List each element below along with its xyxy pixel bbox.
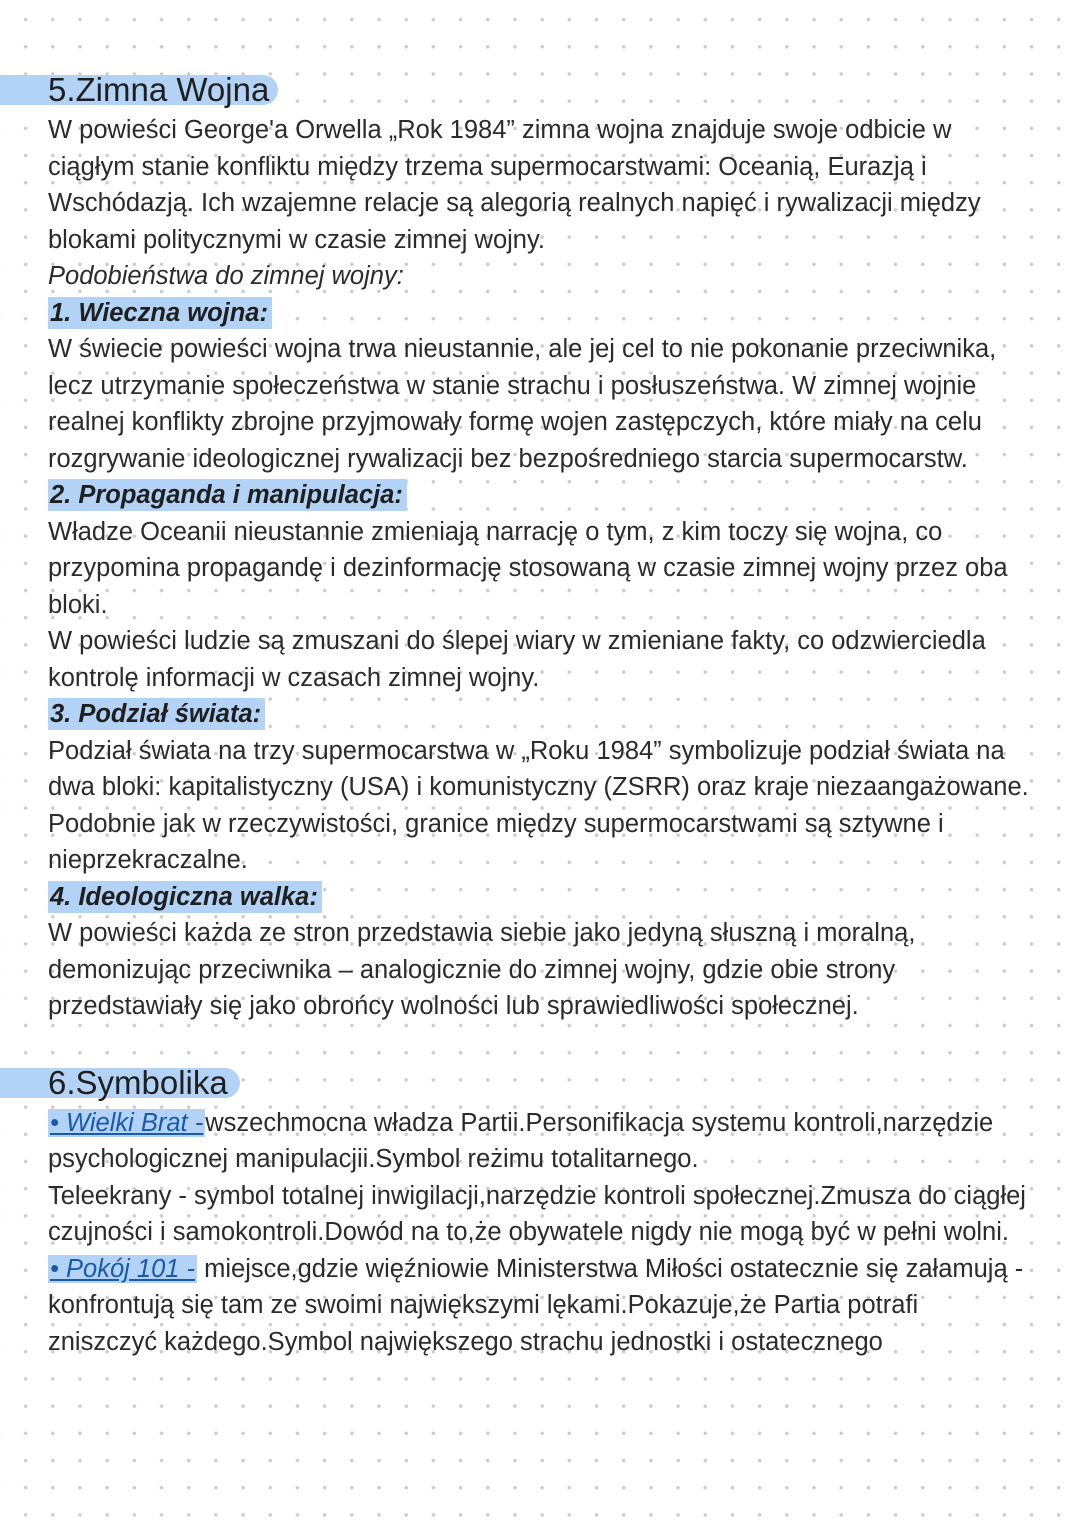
point-paragraph: Podobnie jak w rzeczywistości, granice między supermocarstwami są sztywne i nieprzekraczalne. bbox=[48, 809, 944, 874]
intro-paragraph: W powieści George'a Orwella „Rok 1984” zimna wojna znajduje swoje odbicie w ciągłym stanie konfliktu między trzema supermocarstwami: Oceanią, Eurazją i Wschódazją. Ich wzajemne relacje są alegorią realnych napięć i rywalizacji między blokami politycznymi w czasie zimnej wojny. bbox=[48, 116, 981, 254]
symbol-key-room-101: • Pokój 101 - bbox=[50, 1254, 196, 1283]
symbol-description: wszechmocna władza Partii.Personifikacja systemu kontroli,narzędzie psychologicznej manipulacjii.Symbol reżimu totalitarnego. bbox=[48, 1108, 994, 1173]
point-paragraph: W powieści każda ze stron przedstawia siebie jako jedyną słuszną i moralną, demonizując przeciwnika – analogicznie do zimnej wojny, gdzie obie strony przedstawiały się jako obrońcy wolności lub sprawiedliwości społecznej. bbox=[48, 919, 916, 1020]
point-paragraph: W powieści ludzie są zmuszani do ślepej wiary w zmieniane fakty, co odzwierciedla kontrolę informacji w czasach zimnej wojny. bbox=[48, 627, 986, 692]
point-title-propaganda bbox=[0, 477, 1080, 514]
point-title-text: 1. Wieczna wojna: bbox=[48, 297, 272, 329]
section-symbolism bbox=[0, 1063, 1080, 1361]
point-title-eternal-war bbox=[0, 295, 1080, 332]
point-paragraph: W świecie powieści wojna trwa nieustannie, ale jej cel to nie pokonanie przeciwnika, lecz utrzymanie społeczeństwa w stanie strachu i posłuszeństwa. W zimnej wojnie realnej konflikty zbrojne przyjmowały formę wojen zastępczych, które miały na celu rozgrywanie ideologicznej rywalizacji bez bezpośredniego starcia supermocarstw. bbox=[48, 335, 997, 473]
point-paragraph: Władze Oceanii nieustannie zmieniają narrację o tym, z kim toczy się wojna, co przypomina propagandę i dezinformację stosowaną w czasie zimnej wojny przez oba bloki. bbox=[48, 517, 1008, 619]
section-title: 6.Symbolika bbox=[48, 1063, 228, 1101]
point-title-text: 4. Ideologiczna walka: bbox=[48, 881, 322, 913]
section-title: 5.Zimna Wojna bbox=[48, 71, 270, 108]
point-title-text: 2. Propaganda i manipulacja: bbox=[48, 479, 407, 511]
section-cold-war bbox=[0, 70, 1080, 1025]
point-title-ideological-struggle bbox=[0, 879, 1080, 916]
point-paragraph: Podział świata na trzy supermocarstwa w „Roku 1984” symbolizuje podział świata na dwa bloki: kapitalistyczny (USA) i komunistyczny (ZSRR) oraz kraje niezaangażowane. bbox=[48, 736, 1029, 801]
point-title-world-division bbox=[0, 696, 1080, 733]
point-title-text: 3. Podział świata: bbox=[48, 698, 265, 730]
notes-page bbox=[0, 70, 1080, 1360]
symbol-item-telescreens: Teleekrany - symbol totalnej inwigilacji,narzędzie kontroli społecznej.Zmusza do ciągłej czujności i samokontroli.Dowód na to,że obywatele nigdy nie mogą być w pełni wolni. bbox=[48, 1181, 1026, 1246]
section-heading bbox=[0, 70, 1080, 110]
symbol-description: miejsce,gdzie więźniowie Ministerstwa Miłości ostatecznie się załamują - konfrontują się tam ze swoimi największymi lękami.Pokazuje,że Partia potrafi zniszczyć każdego.Symbol największego strachu jednostki i ostatecznego bbox=[48, 1254, 1024, 1356]
symbol-item-big-brother bbox=[0, 1105, 1080, 1178]
section-heading bbox=[0, 1063, 1080, 1103]
similarities-label: Podobieństwa do zimnej wojny: bbox=[48, 262, 404, 290]
symbol-key-big-brother: • Wielki Brat - bbox=[50, 1108, 204, 1137]
symbol-item-room-101 bbox=[0, 1251, 1080, 1361]
section-gap bbox=[0, 1025, 1080, 1063]
